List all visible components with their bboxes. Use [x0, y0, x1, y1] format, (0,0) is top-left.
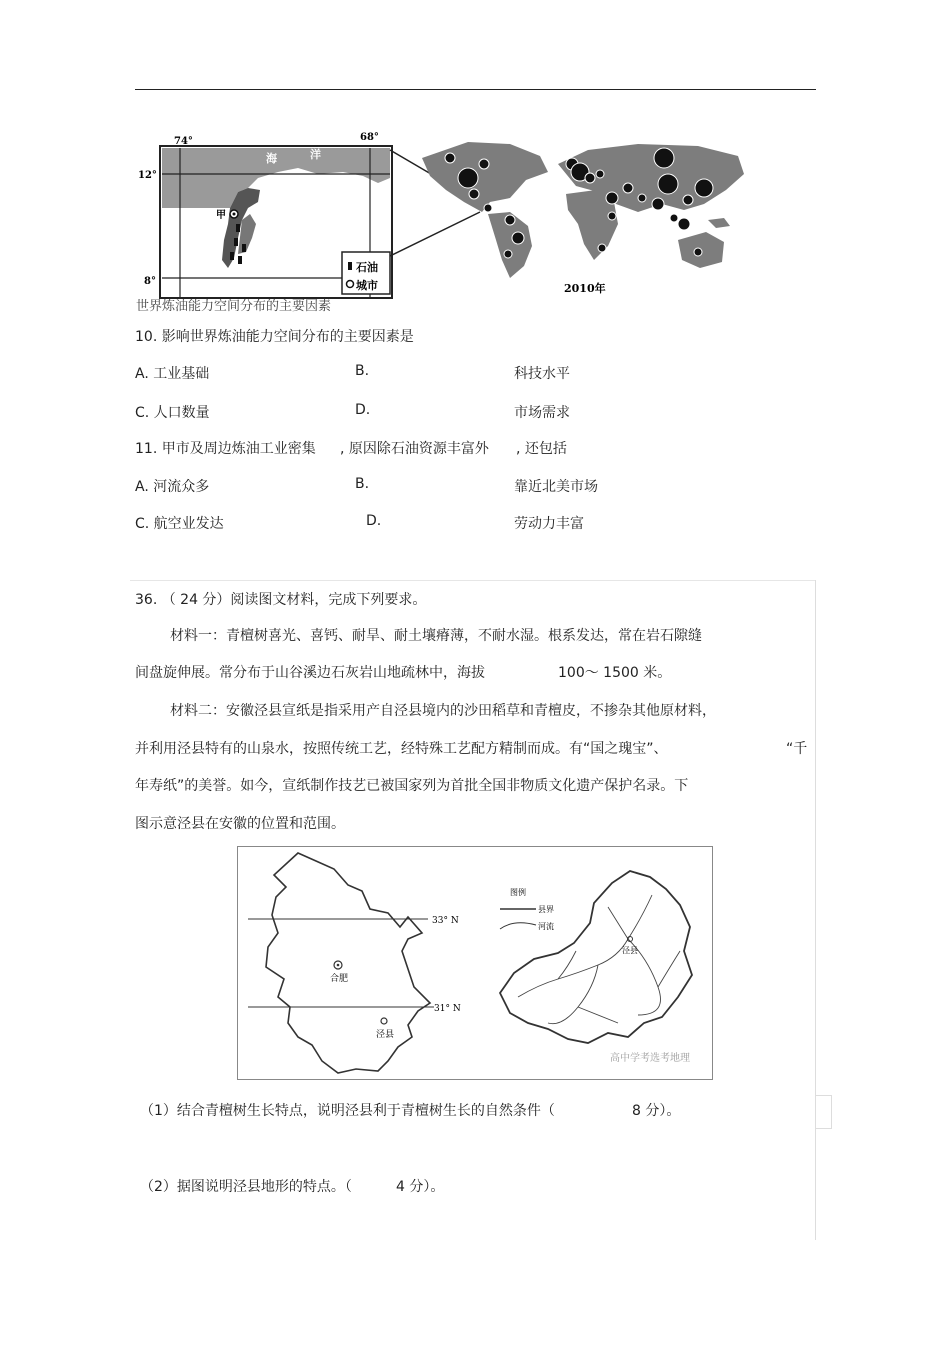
q10-stem: 10. 影响世界炼油能力空间分布的主要因素是 — [135, 329, 414, 345]
label-74: 74° — [174, 136, 193, 147]
q36-stem: 36. （ 24 分）阅读图文材料，完成下列要求。 — [135, 592, 427, 608]
label-jia: 甲 — [216, 210, 226, 221]
legend-city-label: 城市 — [356, 279, 378, 292]
refining-world-map-figure — [136, 128, 758, 314]
box-notch — [815, 1095, 832, 1129]
caption-cut: 世界炼油能力空间分布的主要因素 — [136, 299, 332, 314]
q11-stem-part2: , 原因除石油资源丰富外 — [340, 441, 489, 457]
top-rule — [135, 89, 816, 90]
legend-river-label: 河流 — [538, 922, 554, 931]
jingxian-outline — [500, 871, 692, 1043]
label-12: 12° — [138, 170, 157, 181]
label-sea-1: 海 — [266, 152, 277, 165]
q36-material2-line4: 图示意泾县在安徽的位置和范围。 — [135, 816, 345, 832]
label-sea-2: 洋 — [310, 148, 321, 161]
q11-stem-part1: 11. 甲市及周边炼油工业密集 — [135, 441, 316, 457]
legend-border-label: 县界 — [538, 905, 554, 914]
q10-option-b-letter[interactable]: B. — [355, 363, 370, 379]
label-8: 8° — [144, 276, 156, 287]
box-right-rule — [815, 580, 816, 1240]
label-68: 68° — [360, 132, 379, 143]
label-jingxian-left: 泾县 — [376, 1030, 395, 1040]
q36-material1-line1: 材料一：青檀树喜光、喜钙、耐旱、耐土壤瘠薄，不耐水湿。根系发达，常在岩石隙缝 — [170, 628, 702, 644]
world-continents — [422, 142, 744, 278]
q10-option-d-letter[interactable]: D. — [355, 402, 371, 418]
q10-option-b-text[interactable]: 科技水平 — [514, 366, 570, 382]
q36-sub2-points: 4 分）。 — [396, 1179, 445, 1195]
q11-option-d-text[interactable]: 劳动力丰富 — [514, 516, 584, 532]
jingxian-rivers — [518, 895, 680, 1024]
q36-material1-line2: 间盘旋伸展。常分布于山谷溪边石灰岩山地疏林中，海拔 — [135, 665, 485, 681]
q36-material2-line1: 材料二：安徽泾县宣纸是指采用产自泾县境内的沙田稻草和青檀皮，不掺杂其他原材料， — [170, 703, 716, 719]
connector-bottom — [390, 212, 480, 256]
q36-sub1-text: （1）结合青檀树生长特点，说明泾县利于青檀树生长的自然条件（ — [140, 1103, 555, 1119]
q11-option-b-text[interactable]: 靠近北美市场 — [514, 479, 598, 495]
q11-option-c[interactable]: C. 航空业发达 — [135, 516, 224, 532]
legend-title: 图例 — [510, 888, 526, 897]
q36-sub1-points: 8 分）。 — [632, 1103, 681, 1119]
q36-sub2-text: （2）据图说明泾县地形的特点。（ — [140, 1179, 352, 1195]
q36-material1-altitude: 100～ 1500 米。 — [558, 665, 672, 681]
q36-material2-line2b: “千 — [786, 741, 808, 757]
q36-material2-line2a: 并利用泾县特有的山泉水，按照传统工艺，经特殊工艺配方精制而成。有“国之瑰宝”、 — [135, 741, 668, 757]
label-jingxian-right: 泾县 — [622, 946, 638, 955]
q36-material2-line3: 年寿纸”的美誉。如今，宣纸制作技艺已被国家列为首批全国非物质文化遗产保护名录。下 — [135, 778, 689, 794]
q11-option-b-letter[interactable]: B. — [355, 476, 370, 492]
jingxian-symbol-left — [381, 1018, 387, 1024]
box-top-rule — [130, 580, 816, 581]
q11-option-d-letter[interactable]: D. — [366, 513, 382, 529]
q10-option-d-text[interactable]: 市场需求 — [514, 405, 570, 421]
q10-option-c[interactable]: C. 人口数量 — [135, 405, 210, 421]
legend-oil-label: 石油 — [356, 261, 378, 274]
watermark: 高中学考选考地理 — [610, 1053, 690, 1064]
label-33n: 33° N — [432, 916, 459, 926]
anhui-jingxian-map — [238, 847, 710, 1077]
q11-option-a[interactable]: A. 河流众多 — [135, 479, 210, 495]
anhui-outline — [266, 853, 430, 1073]
q11-stem-part3: , 还包括 — [516, 441, 567, 457]
legend-river-line — [500, 923, 536, 929]
label-31n: 31° N — [434, 1004, 461, 1014]
label-hefei: 合肥 — [330, 974, 349, 984]
q10-option-a[interactable]: A. 工业基础 — [135, 366, 210, 382]
year-label: 2010年 — [564, 282, 606, 295]
